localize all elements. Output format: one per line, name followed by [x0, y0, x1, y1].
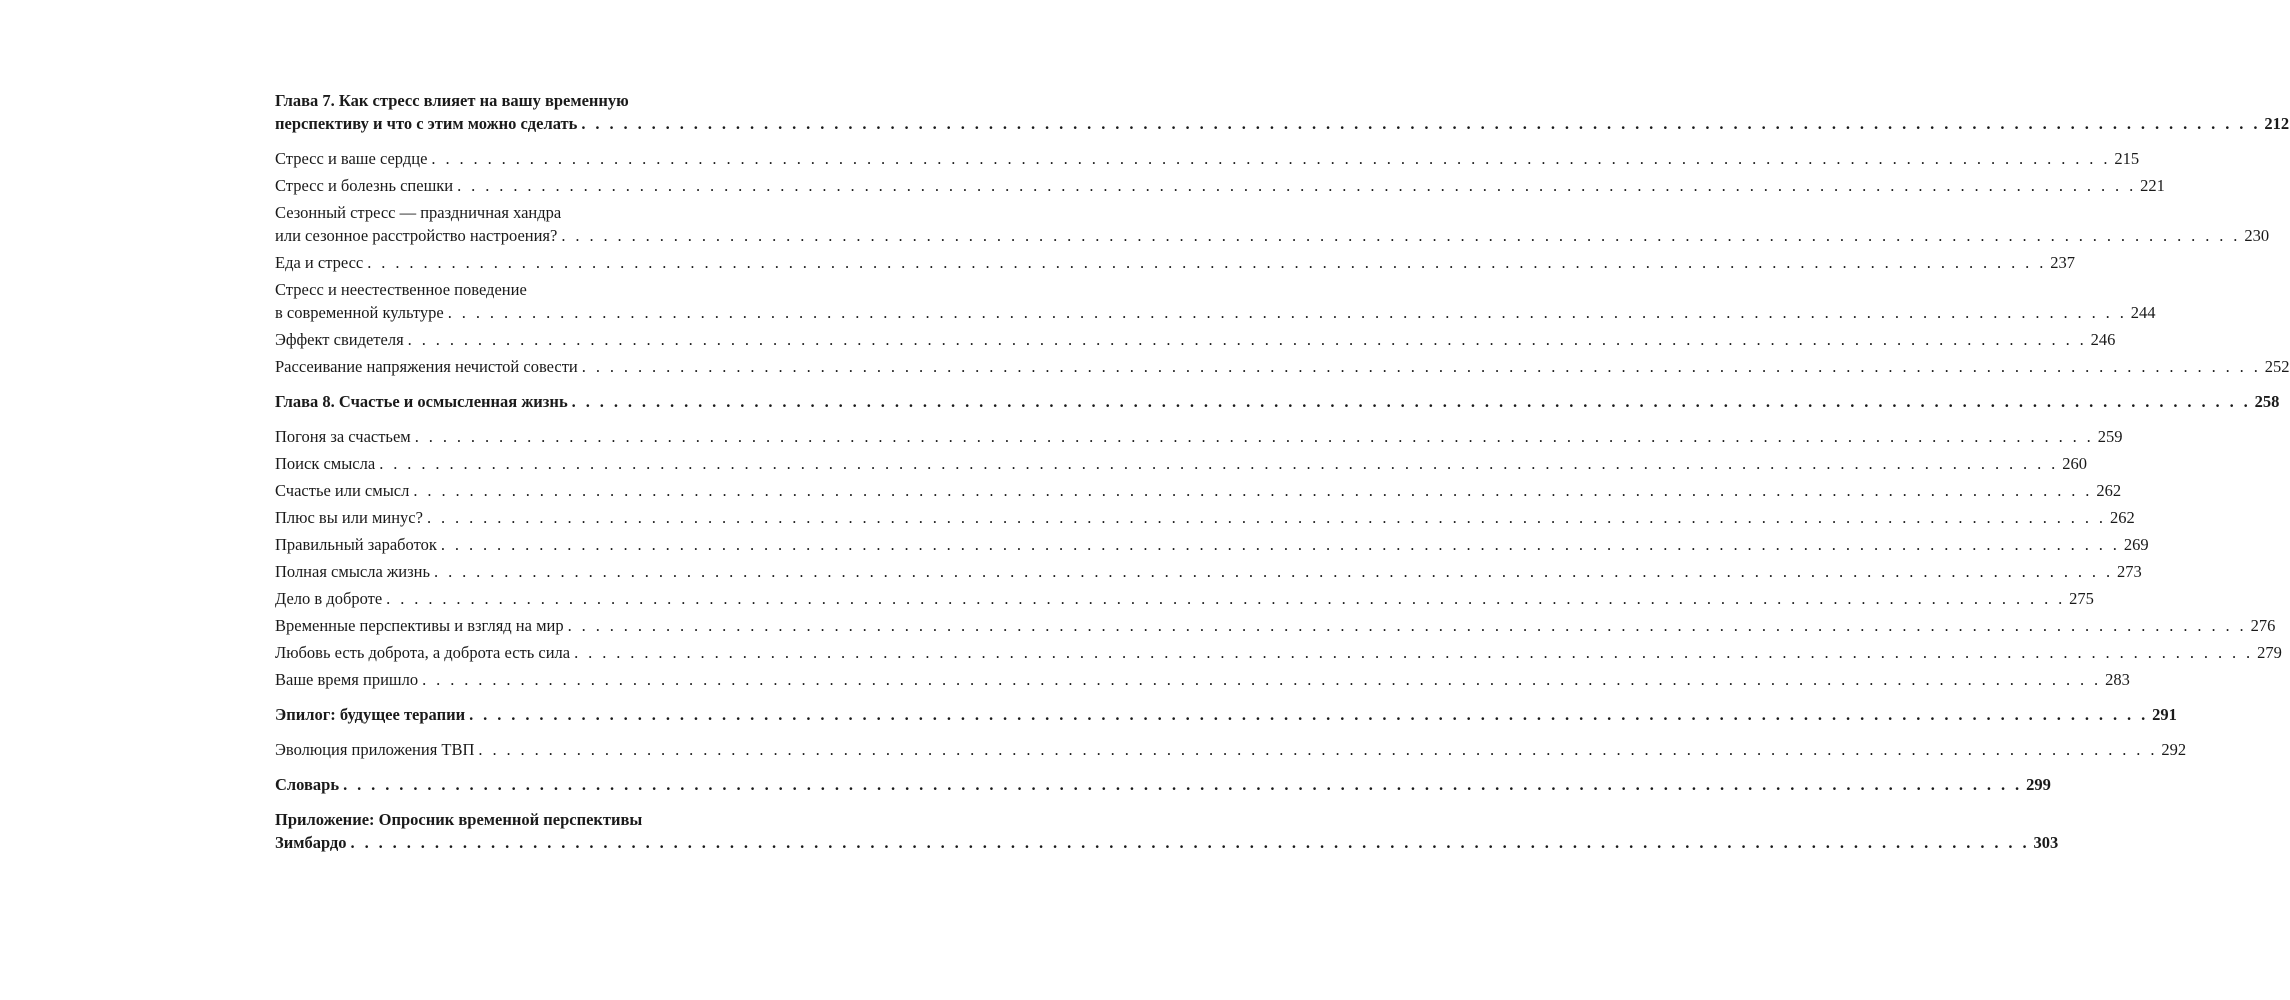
- entry-title-line: Полная смысла жизнь: [275, 562, 431, 581]
- entry-title-line: в современной культуре: [275, 303, 444, 322]
- entry-title-line: Стресс и болезнь спешки: [275, 176, 454, 195]
- toc-section-entry: [275, 425, 2123, 448]
- entry-title-row: [275, 301, 2156, 324]
- entry-title-line: Любовь есть доброта, а доброта есть сила: [275, 643, 571, 662]
- page-number: 212: [2264, 114, 2290, 133]
- toc-section-entry: [275, 147, 2140, 170]
- toc-section-entry: [275, 174, 2165, 197]
- entry-title-line: Словарь: [275, 775, 340, 794]
- dot-leader: . . . . . . . . . . . . . . . . . . . . . . . . . . . . . . . . . . . . . . . . . . . . . . . . . . . . . . . . . . . . . . . . . . . . . . . . . . . . . . . . . . . . . . . . . . . . . . . . . . . . . . . . . . . . . . . . . . . . . . . .: [469, 705, 2149, 724]
- entry-title-row: [275, 641, 2282, 664]
- entry-title-line: Эпилог: будущее терапии: [275, 705, 466, 724]
- entry-title-line: Рассеивание напряжения нечистой совести: [275, 357, 578, 376]
- entry-title-line: Глава 8. Счастье и осмысленная жизнь: [275, 392, 568, 411]
- toc-chapter-entry: [275, 773, 2051, 796]
- entry-title-row: [275, 668, 2130, 691]
- dot-leader: . . . . . . . . . . . . . . . . . . . . . . . . . . . . . . . . . . . . . . . . . . . . . . . . . . . . . . . . . . . . . . . . . . . . . . . . . . . . . . . . . . . . . . . . . . . . . . . . . . . . . . . . . . . . . . . . . . . . . . . .: [571, 392, 2251, 411]
- entry-title-line: Временные перспективы и взгляд на мир: [275, 616, 564, 635]
- entry-title-row: [275, 533, 2149, 556]
- entry-title-row: [275, 773, 2051, 796]
- toc-section-entry: [275, 479, 2122, 502]
- toc-section-entry: [275, 328, 2116, 351]
- dot-leader: . . . . . . . . . . . . . . . . . . . . . . . . . . . . . . . . . . . . . . . . . . . . . . . . . . . . . . . . . . . . . . . . . . . . . . . . . . . . . . . . . . . . . . . . . . . . . . . . . . . . . . . . . . . . . . . . . . . . . . . .: [414, 427, 2094, 446]
- entry-title-line: Счастье или смысл: [275, 481, 410, 500]
- dot-leader: . . . . . . . . . . . . . . . . . . . . . . . . . . . . . . . . . . . . . . . . . . . . . . . . . . . . . . . . . . . . . . . . . . . . . . . . . . . . . . . . . . . . . . . . . . . . . . . . . . . . . . . . . . . . . . . . . . . . . . . .: [422, 670, 2102, 689]
- entry-title-line: Глава 7. Как стресс влияет на вашу временную: [275, 91, 629, 110]
- toc-section-entry: [275, 201, 2270, 247]
- entry-title-row: [275, 147, 2140, 170]
- entry-title-row: [275, 174, 2165, 197]
- page-number: 273: [2117, 562, 2142, 581]
- page-number: 269: [2123, 535, 2149, 554]
- toc-section-entry: [275, 251, 2075, 274]
- page-number: 259: [2097, 427, 2123, 446]
- page-number: 283: [2105, 670, 2130, 689]
- toc-section-entry: [275, 506, 2135, 529]
- entry-title-row: [275, 587, 2094, 610]
- page-number: 299: [2026, 775, 2051, 794]
- toc-section-entry: [275, 641, 2282, 664]
- dot-leader: . . . . . . . . . . . . . . . . . . . . . . . . . . . . . . . . . . . . . . . . . . . . . . . . . . . . . . . . . . . . . . . . . . . . . . . . . . . . . . . . . . . . . . . . . . . . . . . . . . . . . . . . . . . . . . . . . . . . . . . .: [350, 833, 2030, 852]
- entry-title-line: перспективу и что с этим можно сделать: [275, 114, 578, 133]
- dot-leader: . . . . . . . . . . . . . . . . . . . . . . . . . . . . . . . . . . . . . . . . . . . . . . . . . . . . . . . . . . . . . . . . . . . . . . . . . . . . . . . . . . . . . . . . . . . . . . . . . . . . . . . . . . . . . . . . . . . . . . . .: [367, 253, 2047, 272]
- page-number: 303: [2033, 833, 2059, 852]
- page-number: 262: [2109, 508, 2135, 527]
- entry-title-row: [275, 425, 2123, 448]
- page-number: 276: [2250, 616, 2276, 635]
- dot-leader: . . . . . . . . . . . . . . . . . . . . . . . . . . . . . . . . . . . . . . . . . . . . . . . . . . . . . . . . . . . . . . . . . . . . . . . . . . . . . . . . . . . . . . . . . . . . . . . . . . . . . . . . . . . . . . . . . . . . . . . .: [581, 357, 2261, 376]
- entry-title-line: Погоня за счастьем: [275, 427, 411, 446]
- entry-title-line: Эволюция приложения ТВП: [275, 740, 475, 759]
- page-number: 252: [2264, 357, 2290, 376]
- page-number: 258: [2254, 392, 2280, 411]
- entry-title-line: Дело в доброте: [275, 589, 383, 608]
- entry-title-line: Правильный заработок: [275, 535, 437, 554]
- entry-title-line: Еда и стресс: [275, 253, 364, 272]
- dot-leader: . . . . . . . . . . . . . . . . . . . . . . . . . . . . . . . . . . . . . . . . . . . . . . . . . . . . . . . . . . . . . . . . . . . . . . . . . . . . . . . . . . . . . . . . . . . . . . . . . . . . . . . . . . . . . . . . . . . . . . . .: [478, 740, 2158, 759]
- dot-leader: . . . . . . . . . . . . . . . . . . . . . . . . . . . . . . . . . . . . . . . . . . . . . . . . . . . . . . . . . . . . . . . . . . . . . . . . . . . . . . . . . . . . . . . . . . . . . . . . . . . . . . . . . . . . . . . . . . . . . . . .: [561, 226, 2241, 245]
- toc-section-entry: [275, 614, 2276, 637]
- toc-section-entry: [275, 668, 2130, 691]
- dot-leader: . . . . . . . . . . . . . . . . . . . . . . . . . . . . . . . . . . . . . . . . . . . . . . . . . . . . . . . . . . . . . . . . . . . . . . . . . . . . . . . . . . . . . . . . . . . . . . . . . . . . . . . . . . . . . . . . . . . . . . . .: [431, 149, 2111, 168]
- entry-title-row: [275, 328, 2116, 351]
- page-number: 260: [2062, 454, 2087, 473]
- toc-section-entry: [275, 533, 2149, 556]
- entry-title-row: [275, 614, 2276, 637]
- toc-section-entry: [275, 278, 2156, 324]
- entry-title-row: [275, 831, 2059, 854]
- dot-leader: . . . . . . . . . . . . . . . . . . . . . . . . . . . . . . . . . . . . . . . . . . . . . . . . . . . . . . . . . . . . . . . . . . . . . . . . . . . . . . . . . . . . . . . . . . . . . . . . . . . . . . . . . . . . . . . . . . . . . . . .: [567, 616, 2247, 635]
- entry-title-row: [275, 112, 2290, 135]
- entry-title-row: [275, 560, 2142, 583]
- dot-leader: . . . . . . . . . . . . . . . . . . . . . . . . . . . . . . . . . . . . . . . . . . . . . . . . . . . . . . . . . . . . . . . . . . . . . . . . . . . . . . . . . . . . . . . . . . . . . . . . . . . . . . . . . . . . . . . . . . . . . . . .: [581, 114, 2261, 133]
- page-number: 237: [2050, 253, 2075, 272]
- dot-leader: . . . . . . . . . . . . . . . . . . . . . . . . . . . . . . . . . . . . . . . . . . . . . . . . . . . . . . . . . . . . . . . . . . . . . . . . . . . . . . . . . . . . . . . . . . . . . . . . . . . . . . . . . . . . . . . . . . . . . . . .: [379, 454, 2059, 473]
- entry-title-line: Поиск смысла: [275, 454, 376, 473]
- entry-title-line: Сезонный стресс — праздничная хандра: [275, 203, 562, 222]
- entry-title-line: или сезонное расстройство настроения?: [275, 226, 558, 245]
- page-number: 275: [2069, 589, 2094, 608]
- toc-section-entry: [275, 355, 2290, 378]
- toc-section-entry: [275, 738, 2187, 761]
- entry-title-row: [275, 479, 2122, 502]
- dot-leader: . . . . . . . . . . . . . . . . . . . . . . . . . . . . . . . . . . . . . . . . . . . . . . . . . . . . . . . . . . . . . . . . . . . . . . . . . . . . . . . . . . . . . . . . . . . . . . . . . . . . . . . . . . . . . . . . . . . . . . . .: [434, 562, 2113, 581]
- entry-title-row: [275, 738, 2187, 761]
- toc-chapter-entry: [275, 808, 2059, 854]
- entry-title-row: [275, 452, 2087, 475]
- page-number: 215: [2114, 149, 2140, 168]
- entry-title-row: [275, 251, 2075, 274]
- entry-title-row: [275, 506, 2135, 529]
- dot-leader: . . . . . . . . . . . . . . . . . . . . . . . . . . . . . . . . . . . . . . . . . . . . . . . . . . . . . . . . . . . . . . . . . . . . . . . . . . . . . . . . . . . . . . . . . . . . . . . . . . . . . . . . . . . . . . . . . . . . . . . .: [386, 589, 2066, 608]
- dot-leader: . . . . . . . . . . . . . . . . . . . . . . . . . . . . . . . . . . . . . . . . . . . . . . . . . . . . . . . . . . . . . . . . . . . . . . . . . . . . . . . . . . . . . . . . . . . . . . . . . . . . . . . . . . . . . . . . . . . . . . . .: [440, 535, 2120, 554]
- toc-section-entry: [275, 587, 2094, 610]
- page-number: 279: [2257, 643, 2282, 662]
- toc-chapter-entry: [275, 390, 2280, 413]
- dot-leader: . . . . . . . . . . . . . . . . . . . . . . . . . . . . . . . . . . . . . . . . . . . . . . . . . . . . . . . . . . . . . . . . . . . . . . . . . . . . . . . . . . . . . . . . . . . . . . . . . . . . . . . . . . . . . . . . . . . . . . . .: [413, 481, 2093, 500]
- entry-title-line: Стресс и неестественное поведение: [275, 280, 527, 299]
- page-number: 230: [2244, 226, 2270, 245]
- entry-title-line: Ваше время пришло: [275, 670, 419, 689]
- page-number: 262: [2096, 481, 2122, 500]
- toc-section-entry: [275, 560, 2142, 583]
- entry-title-line: Приложение: Опросник временной перспективы: [275, 810, 643, 829]
- entry-title-line: Плюс вы или минус?: [275, 508, 423, 527]
- page-number: 246: [2090, 330, 2116, 349]
- toc-chapter-entry: [275, 703, 2177, 726]
- table-of-contents: [275, 89, 2290, 858]
- entry-title-line: Стресс и ваше сердце: [275, 149, 428, 168]
- dot-leader: . . . . . . . . . . . . . . . . . . . . . . . . . . . . . . . . . . . . . . . . . . . . . . . . . . . . . . . . . . . . . . . . . . . . . . . . . . . . . . . . . . . . . . . . . . . . . . . . . . . . . . . . . . . . . . . . . . . . . . . .: [426, 508, 2106, 527]
- entry-title-row: [275, 355, 2290, 378]
- dot-leader: . . . . . . . . . . . . . . . . . . . . . . . . . . . . . . . . . . . . . . . . . . . . . . . . . . . . . . . . . . . . . . . . . . . . . . . . . . . . . . . . . . . . . . . . . . . . . . . . . . . . . . . . . . . . . . . . . . . . . . . .: [574, 643, 2254, 662]
- entry-title-row: [275, 224, 2270, 247]
- entry-title-line: Эффект свидетеля: [275, 330, 404, 349]
- page-number: 244: [2130, 303, 2156, 322]
- dot-leader: . . . . . . . . . . . . . . . . . . . . . . . . . . . . . . . . . . . . . . . . . . . . . . . . . . . . . . . . . . . . . . . . . . . . . . . . . . . . . . . . . . . . . . . . . . . . . . . . . . . . . . . . . . . . . . . . . . . . . . . .: [343, 775, 2023, 794]
- toc-chapter-entry: [275, 89, 2290, 135]
- entry-title-row: [275, 703, 2177, 726]
- toc-section-entry: [275, 452, 2087, 475]
- page-number: 292: [2161, 740, 2187, 759]
- dot-leader: . . . . . . . . . . . . . . . . . . . . . . . . . . . . . . . . . . . . . . . . . . . . . . . . . . . . . . . . . . . . . . . . . . . . . . . . . . . . . . . . . . . . . . . . . . . . . . . . . . . . . . . . . . . . . . . . . . . . . . . .: [407, 330, 2087, 349]
- page-number: 221: [2140, 176, 2165, 195]
- entry-title-row: [275, 390, 2280, 413]
- dot-leader: . . . . . . . . . . . . . . . . . . . . . . . . . . . . . . . . . . . . . . . . . . . . . . . . . . . . . . . . . . . . . . . . . . . . . . . . . . . . . . . . . . . . . . . . . . . . . . . . . . . . . . . . . . . . . . . . . . . . . . . .: [457, 176, 2137, 195]
- dot-leader: . . . . . . . . . . . . . . . . . . . . . . . . . . . . . . . . . . . . . . . . . . . . . . . . . . . . . . . . . . . . . . . . . . . . . . . . . . . . . . . . . . . . . . . . . . . . . . . . . . . . . . . . . . . . . . . . . . . . . . . .: [447, 303, 2127, 322]
- entry-title-line: Зимбардо: [275, 833, 347, 852]
- page-number: 291: [2152, 705, 2177, 724]
